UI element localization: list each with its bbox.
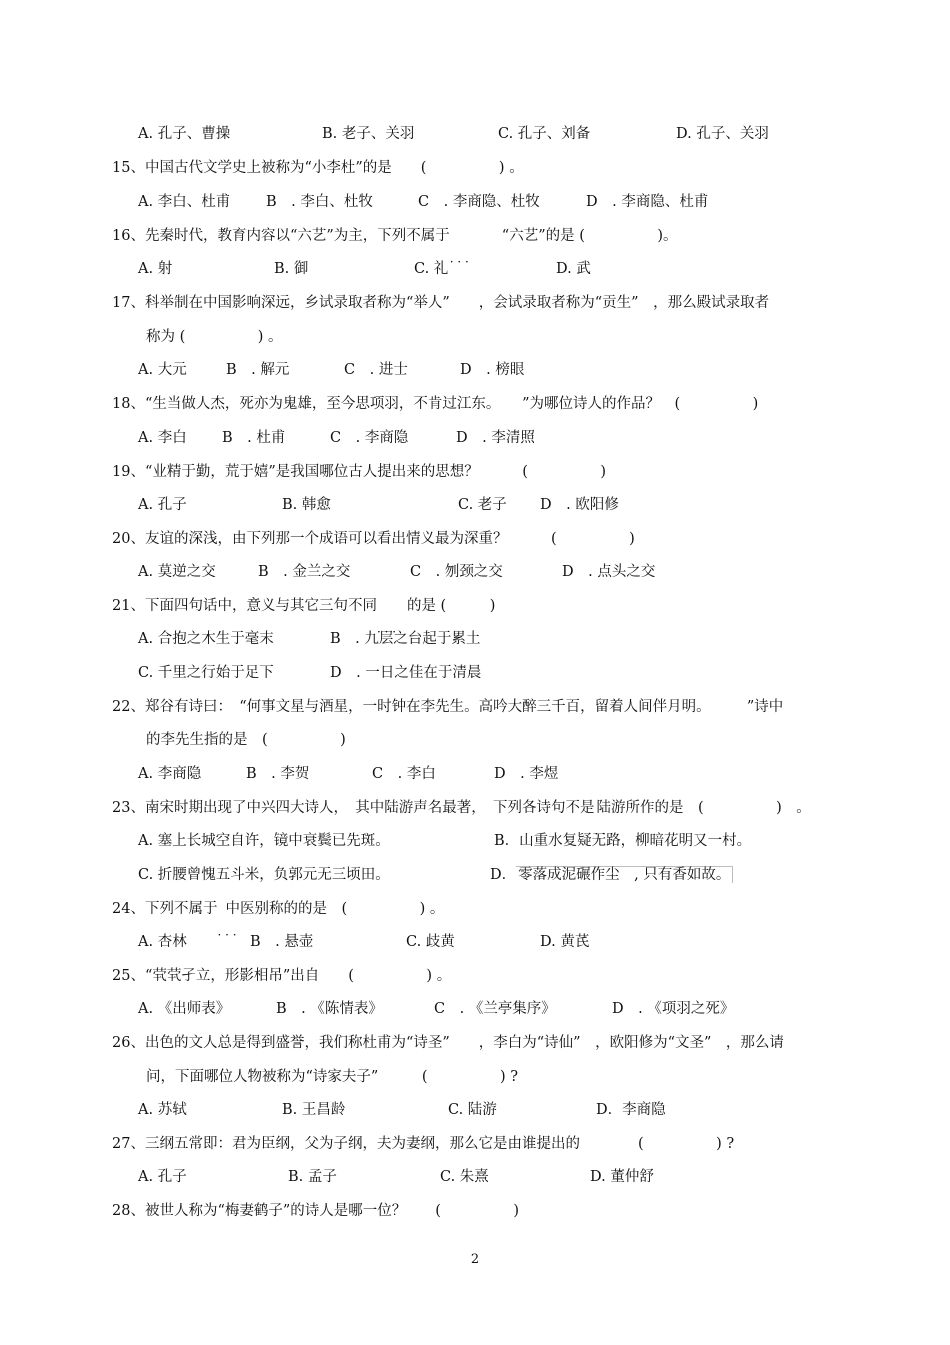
q19-option-c: C. 老子	[458, 497, 507, 513]
question-19: 19、“业精于勤，荒于嬉”是我国哪位古人提出来的思想？ ( )	[112, 464, 607, 480]
question-25: 25、“茕茕孑立，形影相吊”出自 ( ) 。	[112, 968, 452, 984]
q22-option-b: B . 李贺	[246, 766, 310, 782]
q21-option-b: B . 九层之台起于累土	[330, 631, 481, 647]
q23-option-d-label: D．	[490, 867, 517, 883]
question-23-part-b: 陆游所作的是 ( ) 。	[596, 800, 811, 816]
q21-option-d: D . 一日之佳在于清晨	[330, 665, 482, 681]
question-23-part-a: 23、南宋时期出现了中兴四大诗人， 其中陆游声名最著， 下列各诗句不是	[112, 800, 595, 816]
q27-option-d: D. 董仲舒	[590, 1169, 654, 1185]
q22-option-a: A. 李商隐	[138, 766, 202, 782]
q19-option-a: A. 孔子	[138, 497, 187, 513]
q24-option-b: B . 悬壶	[250, 934, 314, 950]
question-22-cont: 的李先生指的是 ( )	[146, 732, 346, 748]
question-16-part-a: 16、先秦时代，教育内容以“六艺”为主，下列不属于	[112, 228, 450, 244]
q18-option-d: D . 李清照	[456, 430, 535, 446]
q14-option-a: A. 孔子、曹操	[138, 126, 231, 142]
question-16-part-b: “六艺”的是 ( )。	[501, 228, 678, 244]
question-17-cont: 称为 ( ) 。	[146, 329, 283, 345]
q20-option-c: C . 刎颈之交	[410, 564, 503, 580]
q14-option-c: C. 孔子、刘备	[498, 126, 591, 142]
q15-option-d: D . 李商隐、杜甫	[586, 194, 709, 210]
q23-option-c: C. 折腰曾愧五斗米，负郭元无三顷田。	[138, 867, 390, 883]
q21-option-c: C. 千里之行始于足下	[138, 665, 274, 681]
question-26: 26、出色的文人总是得到盛誉，我们称杜甫为“诗圣” ，李白为“诗仙” ，欧阳修为“文圣” ，那么请	[112, 1035, 784, 1051]
question-24-part-a: 24、下列不属于	[112, 901, 218, 917]
q18-option-c: C . 李商隐	[330, 430, 409, 446]
q17-option-a: A. 大元	[138, 362, 187, 378]
q27-option-c: C. 朱熹	[440, 1169, 489, 1185]
question-24-part-b: 中医别称的的是 ( ) 。	[225, 901, 445, 917]
q23-option-a: A. 塞上长城空自许，镜中衰鬓已先斑。	[138, 833, 390, 849]
question-23	[112, 797, 811, 819]
q25-option-a: A. 《出师表》	[138, 1001, 231, 1017]
q21-option-a: A. 合抱之木生于毫末	[138, 631, 274, 647]
q15-option-b: B . 李白、杜牧	[266, 194, 373, 210]
q14-option-d: D. 孔子、关羽	[676, 126, 769, 142]
question-28: 28、被世人称为“梅妻鹤子”的诗人是哪一位？ ( )	[112, 1203, 520, 1219]
question-17: 17、科举制在中国影响深远，乡试录取者称为“举人” ，会试录取者称为“贡生” ，那么殿试录取者	[112, 295, 770, 311]
q19-option-b: B. 韩愈	[282, 497, 331, 513]
q15-option-a: A. 李白、杜甫	[138, 194, 231, 210]
question-27: 27、三纲五常即：君为臣纲，父为子纲，夫为妻纲，那么它是由谁提出的 ( ) ?	[112, 1136, 735, 1152]
q20-option-a: A. 莫逆之交	[138, 564, 216, 580]
question-24	[112, 898, 444, 920]
q22-option-d: D . 李煜	[494, 766, 559, 782]
q17-option-c: C . 进士	[344, 362, 408, 378]
q17-option-b: B . 解元	[226, 362, 290, 378]
q24-option-d: D. 黄芪	[540, 934, 590, 950]
question-21	[112, 595, 495, 617]
q23-option-d	[490, 864, 733, 886]
q16-option-b: B. 御	[274, 261, 309, 277]
q16-option-a: A. 射	[138, 261, 173, 277]
q27-option-a: A. 孔子	[138, 1169, 187, 1185]
q26-option-b: B. 王昌龄	[282, 1102, 346, 1118]
q26-option-d: D．李商隐	[596, 1102, 666, 1118]
q22-option-c: C . 李白	[372, 766, 436, 782]
question-22: 22、郑谷有诗曰： “何事文星与酒星，一时钟在李先生。高吟大醉三千百，留着人间伴月明。 ”诗中	[112, 699, 784, 715]
q25-option-d: D . 《项羽之死》	[612, 1001, 735, 1017]
question-20: 20、友谊的深浅，由下列那一个成语可以看出情义最为深重？ ( )	[112, 531, 635, 547]
q24-option-c: C. 歧黄	[406, 934, 455, 950]
q15-option-c: C . 李商隐、杜牧	[418, 194, 540, 210]
q25-option-c: C . 《兰亭集序》	[434, 1001, 556, 1017]
q16-option-c: C. 礼	[414, 261, 449, 277]
question-18: 18、“生当做人杰，死亦为鬼雄，至今思项羽，不肯过江东。 ”为哪位诗人的作品？ ( )	[112, 396, 759, 412]
q23-option-b: B．山重水复疑无路，柳暗花明又一村。	[494, 833, 752, 849]
q26-option-a: A. 苏轼	[138, 1102, 187, 1118]
q27-option-b: B. 孟子	[288, 1169, 337, 1185]
q26-option-c: C. 陆游	[448, 1102, 497, 1118]
q20-option-b: B . 金兰之交	[258, 564, 351, 580]
q19-option-d: D . 欧阳修	[540, 497, 619, 513]
q18-option-b: B . 杜甫	[222, 430, 286, 446]
q23-option-d-text: 零落成泥碾作尘 , 只有香如故。	[516, 866, 733, 883]
page-number: 2	[470, 1252, 480, 1267]
question-21-part-a: 21、下面四句话中，意义与其它三句不同	[112, 598, 377, 614]
q25-option-b: B . 《陈情表》	[276, 1001, 383, 1017]
question-21-part-b: 的是 ( )	[406, 598, 496, 614]
question-15: 15、中国古代文学史上被称为“小李杜”的是 ( ) 。	[112, 160, 524, 176]
q24-option-a: A. 杏林	[138, 934, 187, 950]
q14-option-b: B. 老子、关羽	[322, 126, 415, 142]
q17-option-d: D . 榜眼	[460, 362, 525, 378]
q20-option-d: D . 点头之交	[562, 564, 656, 580]
question-16	[112, 225, 678, 247]
question-26-cont: 问，下面哪位人物被称为“诗家夫子” ( ) ?	[146, 1069, 519, 1085]
q16-option-d: D. 武	[556, 261, 591, 277]
q18-option-a: A. 李白	[138, 430, 187, 446]
